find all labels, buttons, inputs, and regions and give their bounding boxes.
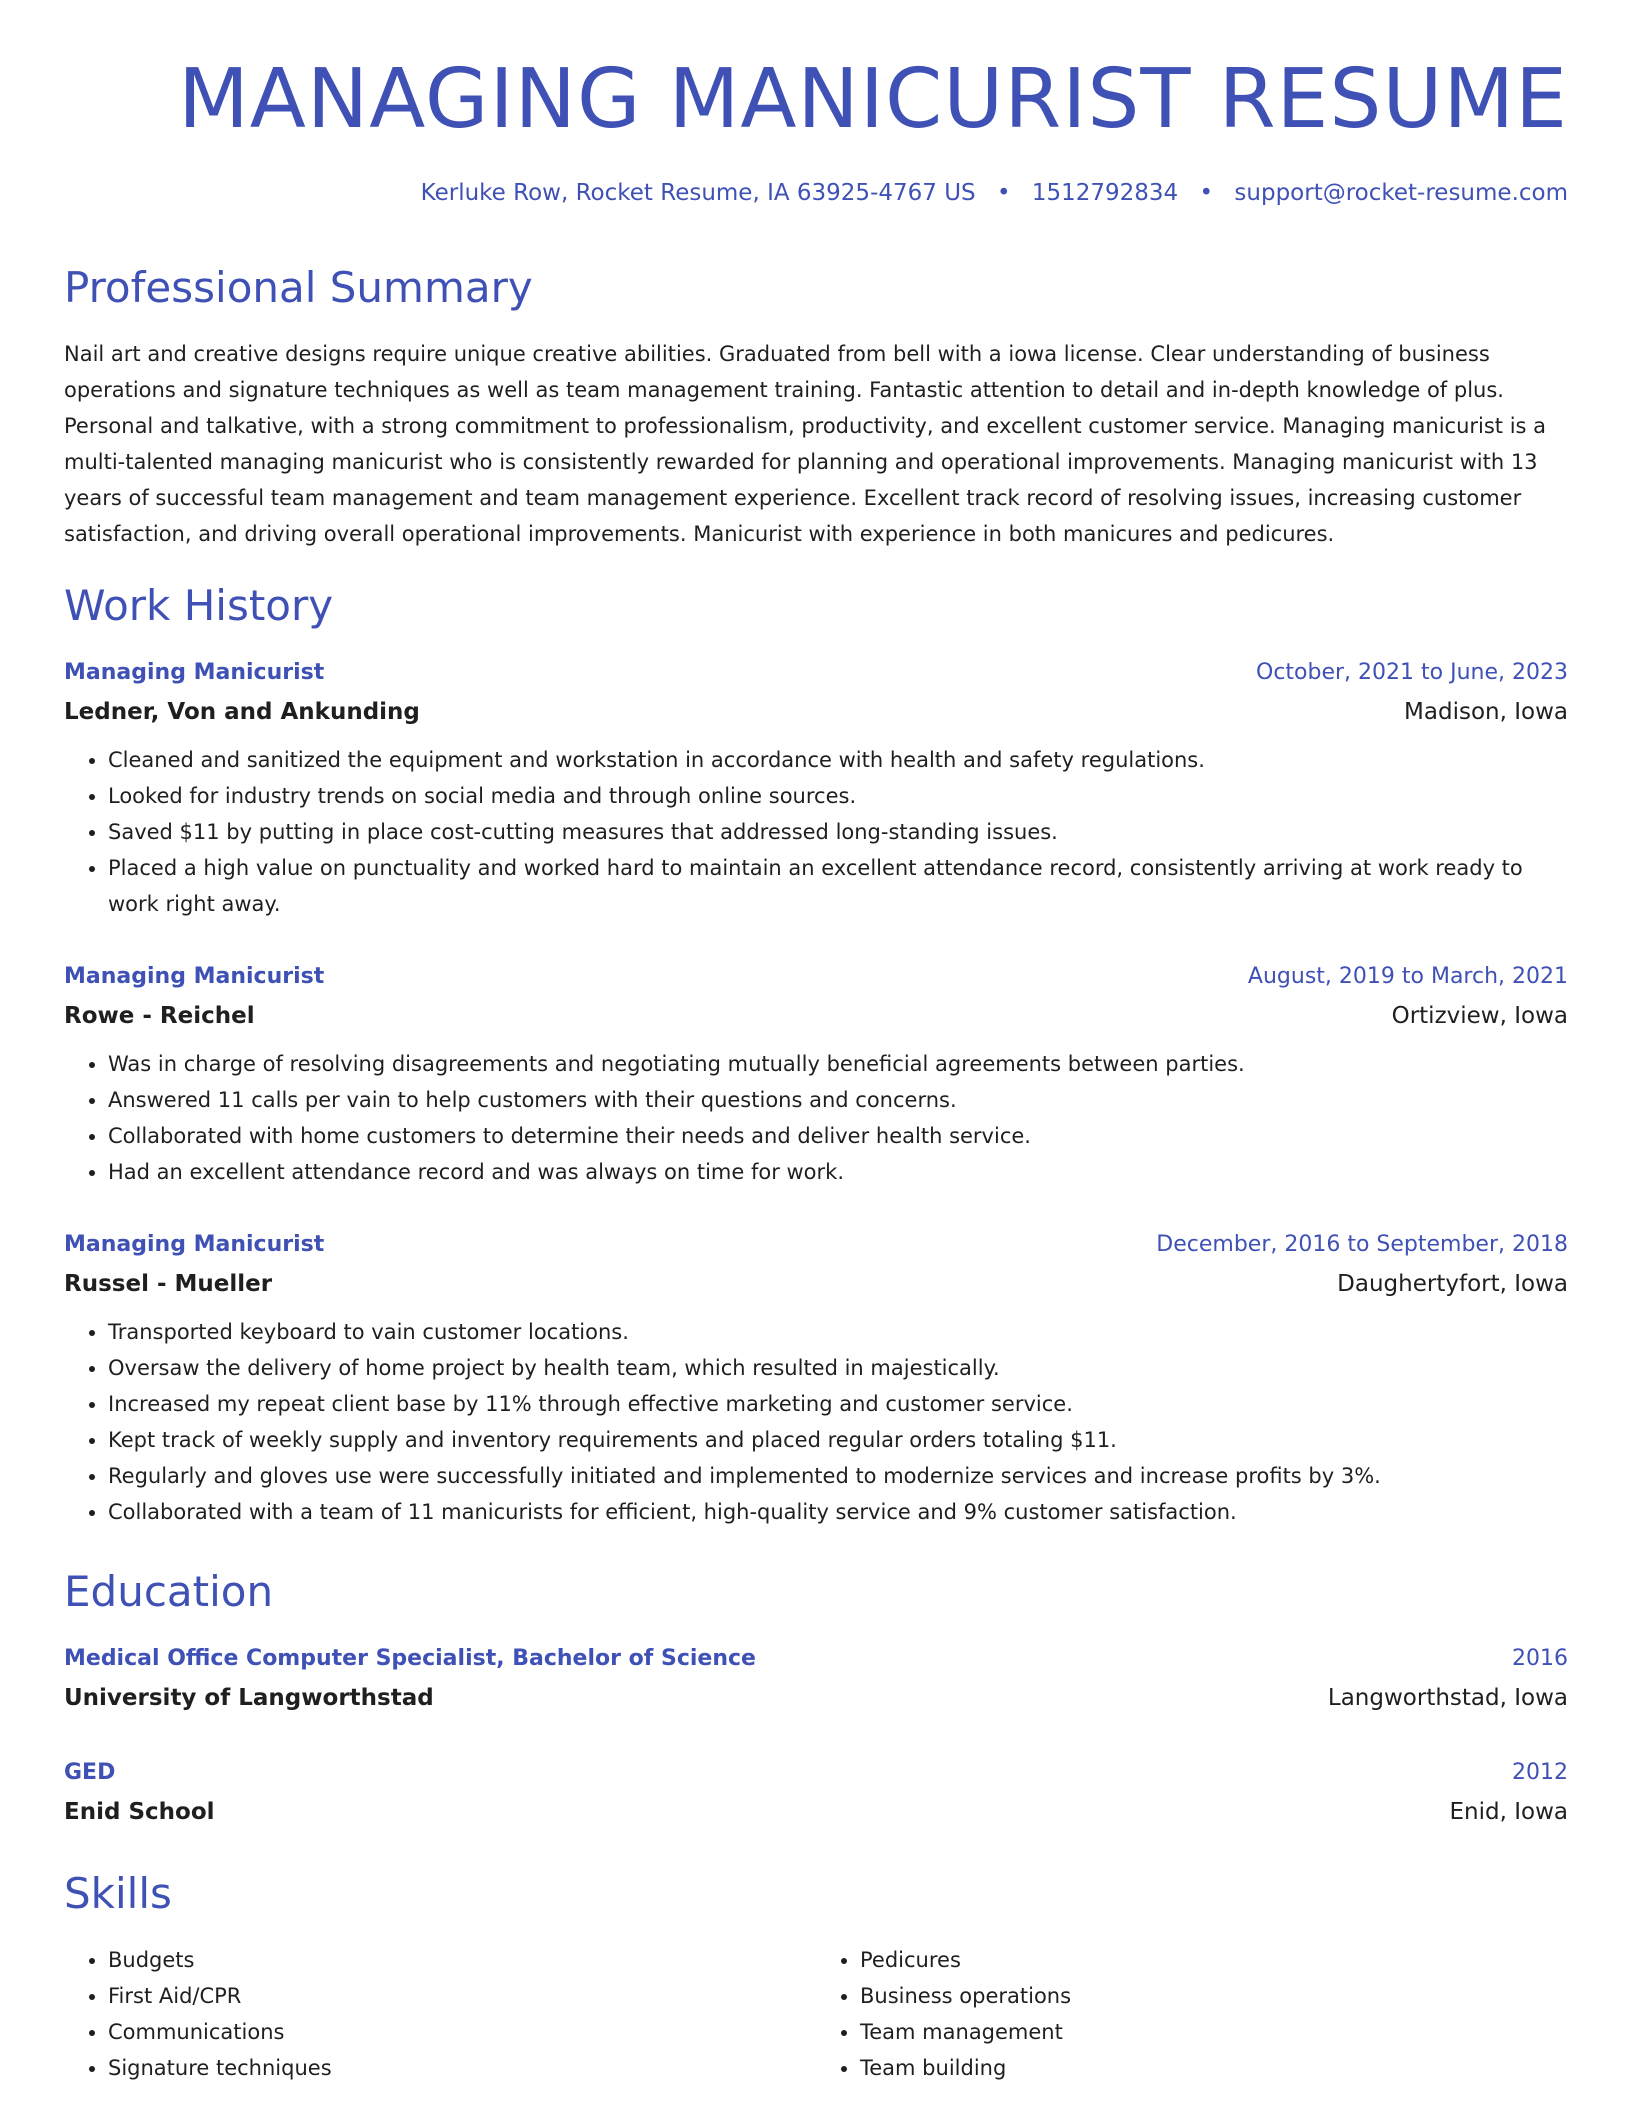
job-company: Ledner, Von and Ankunding [64, 699, 420, 725]
work-history-heading: Work History [64, 581, 334, 630]
job-title: Managing Manicurist [64, 1232, 325, 1257]
job-title: Managing Manicurist [64, 660, 325, 685]
skill-item: • Pedicures [860, 1942, 1568, 1978]
resume-title: MANAGING MANICURIST RESUME [178, 52, 1568, 147]
resume-header [64, 52, 1568, 206]
job-entry [64, 958, 1568, 1190]
education-year: 2016 [1512, 1646, 1568, 1671]
job-bullet: • Collaborated with a team of 11 manicurists for efficient, high-quality service and 9% customer satisfaction. [108, 1494, 1568, 1530]
contact-separator: • [996, 180, 1011, 206]
education-school: Enid School [64, 1799, 215, 1825]
skill-item: • Business operations [860, 1978, 1568, 2014]
skill-item: • Budgets [108, 1942, 816, 1978]
summary-heading: Professional Summary [64, 263, 533, 312]
job-bullet: • Regularly and gloves use were successfully initiated and implemented to modernize services and increase profits by 3%. [108, 1458, 1568, 1494]
skills-heading: Skills [64, 1869, 172, 1918]
education-location: Langworthstad, Iowa [1327, 1685, 1568, 1711]
education-degree: GED [64, 1760, 116, 1785]
contact-separator: • [1199, 180, 1214, 206]
job-bullet: • Placed a high value on punctuality and worked hard to maintain an excellent attendance record, consistently arriving at work ready to work right away. [108, 850, 1568, 922]
job-bullet: • Was in charge of resolving disagreements and negotiating mutually beneficial agreements between parties. [108, 1046, 1568, 1082]
job-bullet: • Cleaned and sanitized the equipment and workstation in accordance with health and safety regulations. [108, 742, 1568, 778]
job-bullet: • Collaborated with home customers to determine their needs and deliver health service. [108, 1118, 1568, 1154]
contact-email: support@rocket-resume.com [1234, 180, 1568, 206]
skill-item: • Team building [860, 2050, 1568, 2086]
job-bullet: • Saved $11 by putting in place cost-cutting measures that addressed long-standing issues. [108, 814, 1568, 850]
skills-column-right [816, 1942, 1568, 2086]
job-dates: December, 2016 to September, 2018 [1156, 1232, 1568, 1257]
job-bullets [64, 1314, 1568, 1530]
job-entry [64, 654, 1568, 922]
skill-item: • First Aid/CPR [108, 1978, 816, 2014]
job-bullet: • Looked for industry trends on social media and through online sources. [108, 778, 1568, 814]
job-bullet: • Answered 11 calls per vain to help customers with their questions and concerns. [108, 1082, 1568, 1118]
education-location: Enid, Iowa [1449, 1799, 1568, 1825]
skill-item: • Team management [860, 2014, 1568, 2050]
education-entry [64, 1754, 1568, 1832]
education-heading: Education [64, 1567, 274, 1616]
job-bullets [64, 742, 1568, 922]
job-bullet: • Had an excellent attendance record and was always on time for work. [108, 1154, 1568, 1190]
job-dates: October, 2021 to June, 2023 [1256, 660, 1568, 685]
education-year: 2012 [1512, 1760, 1568, 1785]
summary-text: Nail art and creative designs require unique creative abilities. Graduated from bell with a iowa license. Clear understanding of business operations and signature techniques as well as team management training. Fantastic attention to detail and in-depth knowledge of plus. Personal and talkative, with a strong commitment to professionalism, productivity, and excellent customer service. Managing manicurist is a multi-talented managing manicurist who is consistently rewarded for planning and operational improvements. Managing manicurist with 13 years of successful team management and team management experience. Excellent track record of resolving issues, increasing customer satisfaction, and driving overall operational improvements. Manicurist with experience in both manicures and pedicures. [64, 342, 1547, 546]
job-location: Ortizview, Iowa [1391, 1003, 1568, 1029]
job-company: Russel - Mueller [64, 1271, 273, 1297]
skills-column-left [64, 1942, 816, 2086]
contact-address: Kerluke Row, Rocket Resume, IA 63925-4767 US [420, 180, 976, 206]
skills-list [64, 1942, 1568, 2086]
job-bullets [64, 1046, 1568, 1190]
job-location: Daughertyfort, Iowa [1337, 1271, 1568, 1297]
job-location: Madison, Iowa [1404, 699, 1568, 725]
contact-phone: 1512792834 [1031, 180, 1179, 206]
job-entry [64, 1226, 1568, 1530]
job-bullet: • Transported keyboard to vain customer locations. [108, 1314, 1568, 1350]
education-degree: Medical Office Computer Specialist, Bachelor of Science [64, 1646, 756, 1671]
resume-content [64, 262, 1568, 2086]
job-company: Rowe - Reichel [64, 1003, 255, 1029]
job-dates: August, 2019 to March, 2021 [1247, 964, 1568, 989]
education-school: University of Langworthstad [64, 1685, 434, 1711]
skill-item: • Signature techniques [108, 2050, 816, 2086]
contact-line [64, 180, 1568, 206]
job-title: Managing Manicurist [64, 964, 325, 989]
skill-item: • Communications [108, 2014, 816, 2050]
job-bullet: • Increased my repeat client base by 11% through effective marketing and customer service. [108, 1386, 1568, 1422]
education-entry [64, 1640, 1568, 1718]
job-bullet: • Kept track of weekly supply and inventory requirements and placed regular orders totaling $11. [108, 1422, 1568, 1458]
job-bullet: • Oversaw the delivery of home project by health team, which resulted in majestically. [108, 1350, 1568, 1386]
